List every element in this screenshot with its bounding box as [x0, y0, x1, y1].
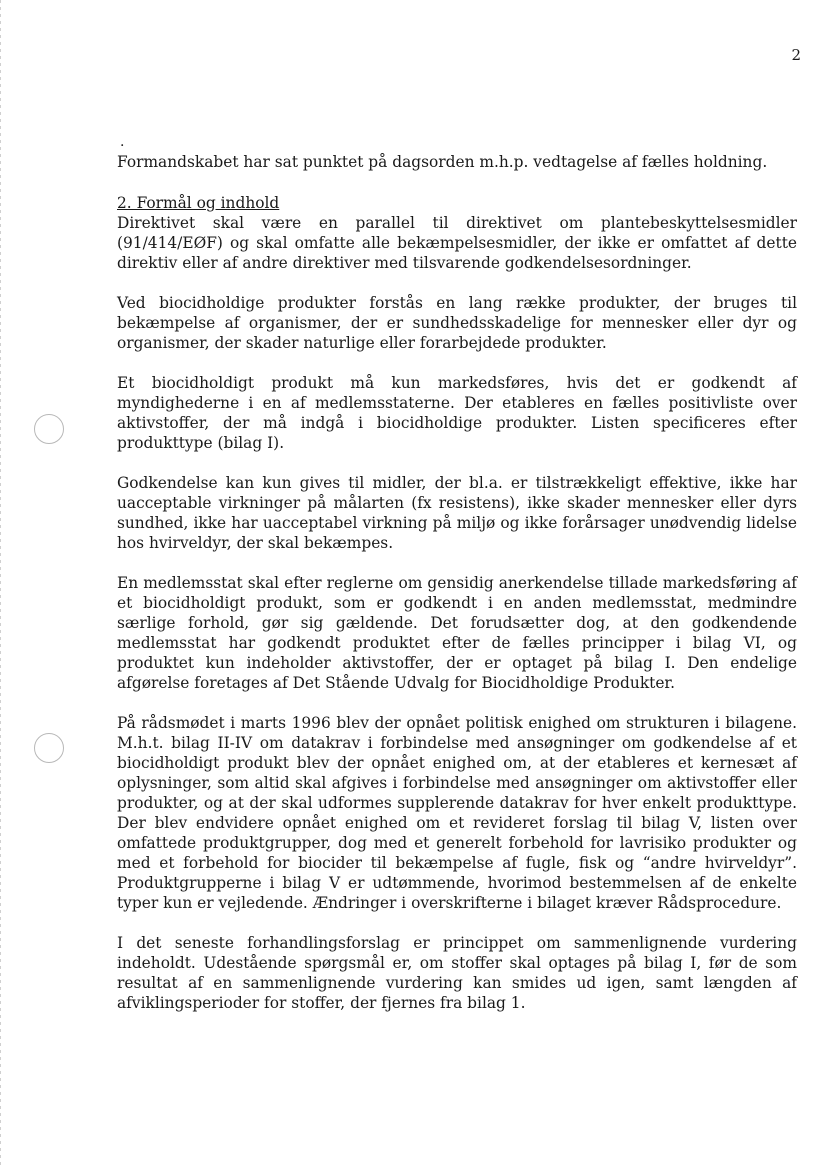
paragraph-comparative-assessment: I det seneste forhandlingsforslag er princippet om sammenlignende vurdering indeholdt. Udestående spørgsmål er, om stoffer skal optages på bilag I, før de som resultat af en sammenlignende vurdering kan smides ud igen, samt længden af afviklingsperioder for stoffer, der fjernes fra bilag 1. [117, 934, 797, 1012]
intro-paragraph: Formandskabet har sat punktet på dagsorden m.h.p. vedtagelse af fælles holdning. [117, 153, 768, 171]
section-heading: 2. Formål og indhold [117, 194, 280, 212]
punch-hole-top [34, 414, 64, 444]
scan-edge [0, 0, 1, 1168]
paragraph-definition: Ved biocidholdige produkter forstås en lang række produkter, der bruges til bekæmpelse af organismer, der er sundhedsskadelige for mennesker eller dyr og organismer, der skader naturlige eller forarbejdede produkter. [117, 294, 797, 352]
paragraph-approval: Godkendelse kan kun gives til midler, der bl.a. er tilstrækkeligt effektive, ikke har uacceptable virkninger på målarten (fx resistens), ikke skader mennesker eller dyrs sundhed, ikke har uacceptabel virkning på miljø og ikke forårsager unødvendig lidelse hos hvirveldyr, der skal bekæmpes. [117, 474, 797, 552]
paragraph-scope: Direktivet skal være en parallel til direktivet om plantebeskyttelsesmidler (91/414/EØF) og skal omfatte alle bekæmpelsesmidler, der ikke er omfattet af dette direktiv eller af andre direktiver med tilsvarende godkendelsesordninger. [117, 214, 797, 272]
paragraph-marketing: Et biocidholdigt produkt må kun markedsføres, hvis det er godkendt af myndighederne i en af medlemsstaterne. Der etableres en fælles positivliste over aktivstoffer, der må indgå i biocidholdige produkter. Listen specificeres efter produkttype (bilag I). [117, 374, 797, 452]
paragraph-mutual-recognition: En medlemsstat skal efter reglerne om gensidig anerkendelse tillade markedsføring af et biocidholdigt produkt, som er godkendt i en anden medlemsstat, medmindre særlige forhold, gør sig gældende. Det forudsætter dog, at den godkendende medlemsstat har godkendt produktet efter de fælles principper i bilag VI, og produktet kun indeholder aktivstoffer, der er optaget på bilag I. Den endelige afgørelse foretages af Det Stående Udvalg for Biocidholdige Produkter. [117, 574, 797, 692]
paragraph-council-meeting: På rådsmødet i marts 1996 blev der opnået politisk enighed om strukturen i bilagene. M.h.t. bilag II-IV om datakrav i forbindelse med ansøgninger om godkendelse af et biocidholdigt produkt blev der opnået enighed om, at der etableres et kernesæt af oplysninger, som altid skal afgives i forbindelse med ansøgninger om aktivstoffer eller produkter, og at der skal udformes supplerende datakrav for hver enkelt produkttype. Der blev endvidere opnået enighed om et revideret forslag til bilag V, listen over omfattede produktgrupper, dog med et generelt forbehold for lavrisiko produkter og med et forbehold for biocider til bekæmpelse af fugle, fisk og “andre hvirveldyr”. Produktgrupperne i bilag V er udtømmende, hvorimod bestemmelsen af de enkelte typer kun er vejledende. Ændringer i overskrifterne i bilaget kræver Rådsprocedure. [117, 714, 797, 912]
page-number: 2 [791, 46, 801, 64]
punch-hole-bottom [34, 733, 64, 763]
document-body [117, 152, 797, 1013]
stray-mark: · [120, 138, 125, 154]
